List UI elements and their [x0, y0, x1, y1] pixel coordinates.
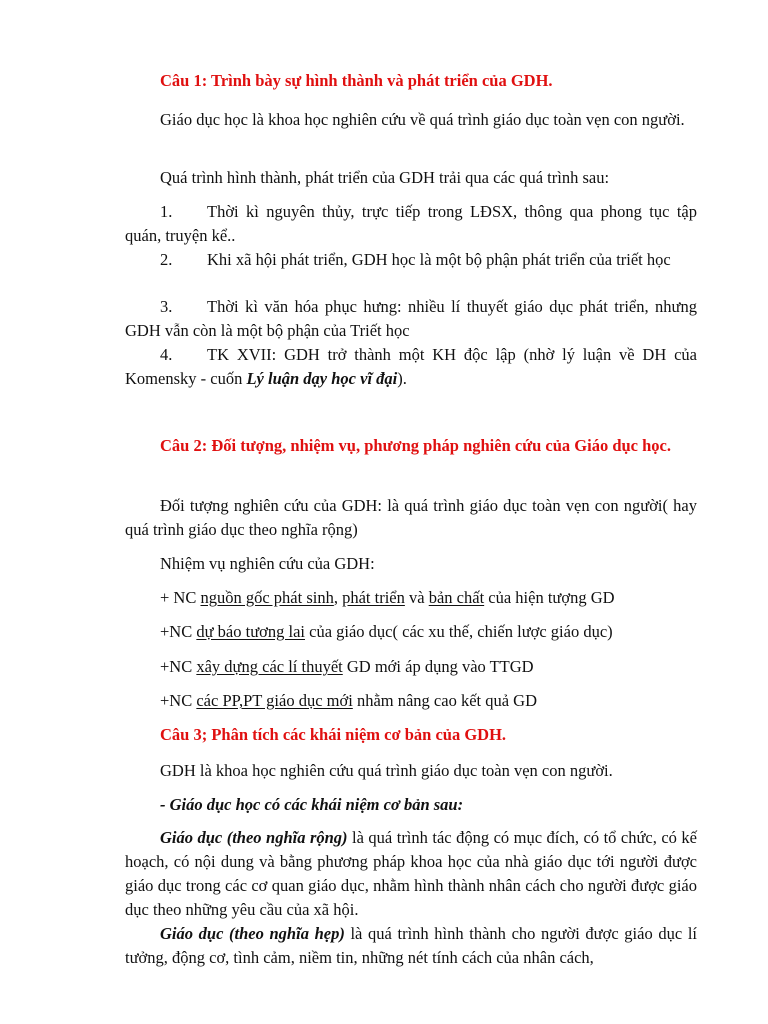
underlined-term: dự báo tương lai [196, 622, 305, 641]
list-text-end: ). [397, 369, 407, 388]
question-3-heading: Câu 3; Phân tích các khái niệm cơ bản của GDH. [160, 725, 507, 744]
q1-list-item-2 [125, 248, 697, 272]
q1-list-item-1 [125, 200, 697, 248]
underlined-term: bản chất [428, 588, 485, 607]
task-separator: , [333, 588, 343, 607]
q1-paragraph-2: Quá trình hình thành, phát triển của GDH trải qua các quá trình sau: [160, 168, 610, 187]
task-prefix: +NC [160, 657, 197, 676]
book-title: Lý luận dạy học vĩ đại [246, 369, 398, 388]
task-rest: của giáo dục( các xu thế, chiến lược giáo dục) [305, 622, 613, 641]
task-rest: nhằm nâng cao kết quả GD [352, 691, 538, 710]
term-narrow: Giáo dục (theo nghĩa hẹp) [160, 924, 345, 943]
list-number: 4. [160, 345, 173, 364]
q1-paragraph-1: Giáo dục học là khoa học nghiên cứu về quá trình giáo dục toàn vẹn con người. [160, 110, 685, 129]
list-number: 3. [160, 297, 173, 316]
q2-paragraph-1: Đối tượng nghiên cứu của GDH: là quá trình giáo dục toàn vẹn con người( hay quá trình giáo dục theo nghĩa rộng) [125, 496, 697, 539]
question-1-heading: Câu 1: Trình bày sự hình thành và phát triển của GDH. [160, 71, 553, 90]
q1-list-item-4 [125, 343, 697, 391]
question-2-heading: Câu 2: Đối tượng, nhiệm vụ, phương pháp nghiên cứu của Giáo dục học. [160, 436, 672, 455]
list-text: Thời kì nguyên thủy, trực tiếp trong LĐSX, thông qua phong tục tập quán, truyện kể.. [125, 202, 697, 245]
list-number: 2. [160, 250, 173, 269]
task-prefix: +NC [160, 691, 197, 710]
q3-broad-definition [125, 826, 697, 922]
q3-paragraph-1: GDH là khoa học nghiên cứu quá trình giáo dục toàn vẹn con người. [160, 761, 613, 780]
list-number: 1. [160, 202, 173, 221]
q2-task-1 [125, 586, 697, 610]
q3-concepts-intro: - Giáo dục học có các khái niệm cơ bản sau: [160, 795, 464, 814]
definition-text: là quá trình hình thành cho người được giáo dục lí tưởng, động cơ, tình cảm, niềm tin, những nét tính cách của nhân cách, [125, 924, 697, 967]
underlined-term: nguồn gốc phát sinh [200, 588, 334, 607]
q2-paragraph-2: Nhiệm vụ nghiên cứu của GDH: [160, 554, 375, 573]
list-text: Thời kì văn hóa phục hưng: nhiều lí thuyết giáo dục phát triển, nhưng GDH vẫn còn là một bộ phận của Triết học [125, 297, 697, 340]
list-text: Khi xã hội phát triển, GDH học là một bộ phận phát triển của triết học [207, 250, 671, 269]
q3-narrow-definition [125, 922, 697, 970]
task-prefix: + NC [160, 588, 201, 607]
underlined-term: xây dựng các lí thuyết [196, 657, 343, 676]
task-prefix: +NC [160, 622, 197, 641]
q2-task-4 [125, 689, 697, 713]
list-text: TK XVII: GDH trở thành một KH độc lập (nhờ lý luận về DH của Komensky - cuốn [125, 345, 697, 388]
q2-task-3 [125, 655, 697, 679]
q2-task-2 [125, 620, 697, 644]
task-rest: GD mới áp dụng vào TTGD [342, 657, 534, 676]
definition-text: là quá trình tác động có mục đích, có tổ chức, có kế hoạch, có nội dung và bằng phương pháp khoa học của nhà giáo dục tới người được giáo dục trong các cơ quan giáo dục, nhằm hình thành nhân cách cho người được giáo dục theo những yêu cầu của xã hội. [125, 828, 697, 919]
task-separator: và [404, 588, 429, 607]
underlined-term: phát triển [342, 588, 405, 607]
term-broad: Giáo dục (theo nghĩa rộng) [160, 828, 348, 847]
task-rest: của hiện tượng GD [484, 588, 615, 607]
q1-list-item-3 [125, 295, 697, 343]
underlined-term: các PP,PT giáo dục mới [196, 691, 353, 710]
